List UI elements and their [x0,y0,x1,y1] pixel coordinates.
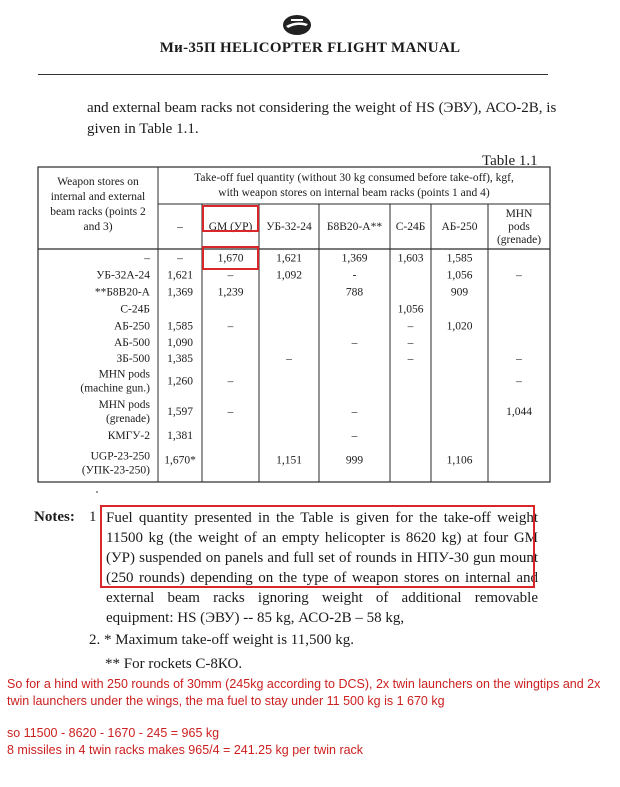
row-label: УБ-32А-24 [96,269,150,282]
table-cell-value: – [286,353,292,365]
table-cell-value: 1,385 [167,353,193,365]
row-label: UGP-23-250 [90,450,150,463]
annotation-line-1: So for a hind with 250 rounds of 30mm (245kg according to DCS), 2x twin launchers on the wingtips and 2x twin launchers under the wings, the ma fuel to stay under 11 500 kg is 1 670 kg [7,677,601,708]
table-cell-value: 1,056 [446,269,473,282]
table-cell-value: – [351,430,358,442]
row-label: – [144,252,150,265]
table-cell-value: 788 [345,286,364,299]
row-label: АБ-250 [114,320,150,333]
table-cell-value: – [227,269,234,282]
row-label: (УПК-23-250) [81,464,150,477]
row-label: (grenade) [105,413,150,425]
row-label: АБ-500 [114,337,150,349]
fuel-quantity-table [38,167,550,482]
table-cell-value: 1,381 [167,430,193,442]
table-cell-value: 1,239 [217,286,244,299]
table-cell-value: 1,151 [276,454,302,467]
annotation-line-2: so 11500 - 8620 - 1670 - 245 = 965 kg [7,726,220,740]
row-label: MHN pods [98,399,150,411]
table-cell-value: – [227,375,234,388]
column-header-label: УБ-32-24 [266,221,312,233]
table-cell-value: – [407,337,414,349]
notes-label: Notes: [34,509,75,525]
note-3-text: ** For rockets С-8КО. [105,656,243,672]
table-cell-value: 999 [345,454,364,467]
row-label: ЗБ-500 [116,353,150,365]
annotation-line-3: 8 missiles in 4 twin racks makes 965/4 = 241.25 kg per twin rack [7,743,364,757]
row-label: (machine gun.) [80,382,150,395]
row-header-line: and 3) [83,221,113,233]
row-header-line: beam racks (points 2 [50,206,146,218]
note-1-text: Fuel quantity presented in the Table is given for the take-off weight 11500 kg (the weight of an empty helicopter is 8620 kg) at four GM (УР) suspended on panels and full set of rounds in НПУ-30 gun mount (250 rounds) depending on the type of weapon stores on internal and external beam racks ignoring weight of additional removable equipment: HS (ЭВУ) -- 85 kg, АСО-2В – 58 kg, [106,510,538,626]
table-cell-value: 1,260 [167,375,193,388]
table-cell-value: 1,621 [276,252,302,265]
column-header-label: С-24Б [395,221,426,233]
table-cell-value: 1,597 [167,406,193,418]
manual-logo-icon [282,14,312,36]
header-divider [38,74,548,75]
table-cell-value: 1,670* [164,454,196,467]
intro-paragraph: and external beam racks not considering the weight of HS (ЭВУ), АСО-2В, is given in Table 1.1. [87,100,557,137]
table-label: Table 1.1 [482,153,538,169]
column-header-label: MHN [505,208,533,220]
table-cell-value: 1,585 [167,320,193,333]
table-cell-value: – [407,353,414,365]
row-label: КМГУ-2 [107,430,150,442]
table-cell-value: – [227,406,234,418]
table-cell-value: 1,621 [167,269,193,282]
table-cell-value: 1,369 [341,252,368,265]
column-header-label: – [177,221,183,233]
table-cell-value: 1,056 [397,303,424,316]
note-1-number: 1 [89,509,97,525]
table-cell-value: 1,585 [446,252,473,265]
scan-speck [96,491,98,493]
column-header-label: pods [508,221,530,233]
table-cell-value: - [352,269,357,282]
table-cell-value: 1,020 [446,320,473,333]
table-cell-value: 909 [450,286,469,299]
column-header-label: Б8В20-А** [326,221,383,233]
table-cell-value: 1,670 [217,252,244,265]
column-header-label: GM (УР) [208,221,253,233]
note-1-highlight-box [100,505,535,588]
table-cell-value: – [516,353,522,365]
table-cell-value: 1,092 [276,269,302,282]
table-cell-value: – [177,252,183,265]
column-header-label: АБ-250 [441,221,478,233]
table-cell-value: 1,090 [167,337,193,349]
table-cell-value: 1,106 [446,454,473,467]
table-cell-value: – [351,406,358,418]
group-header-line: Take-off fuel quantity (without 30 kg consumed before take-off), kgf, [194,172,514,184]
row-label: MHN pods [98,368,150,381]
fuel-table-svg [38,167,550,482]
table-cell-value: – [227,320,234,333]
note-2-text: 2. * Maximum take-off weight is 11,500 kg. [89,632,354,648]
row-label: **Б8В20-А [94,286,150,299]
table-cell-value: 1,369 [167,286,193,299]
table-cell-value: 1,603 [397,252,424,265]
row-header-line: internal and external [50,191,146,203]
table-cell-value: – [516,375,522,388]
column-header-label: (grenade) [496,234,542,246]
row-label: С-24Б [120,303,150,316]
table-cell-value: 1,044 [506,406,532,418]
row-header-line: Weapon stores on [57,176,139,188]
table-cell-value: – [351,337,358,349]
group-header-line: with weapon stores on internal beam racks (points 1 and 4) [218,187,490,199]
table-cell-value: – [407,320,414,333]
table-cell-value: – [516,269,522,282]
manual-title: Ми-35П HELICOPTER FLIGHT MANUAL [159,40,461,56]
